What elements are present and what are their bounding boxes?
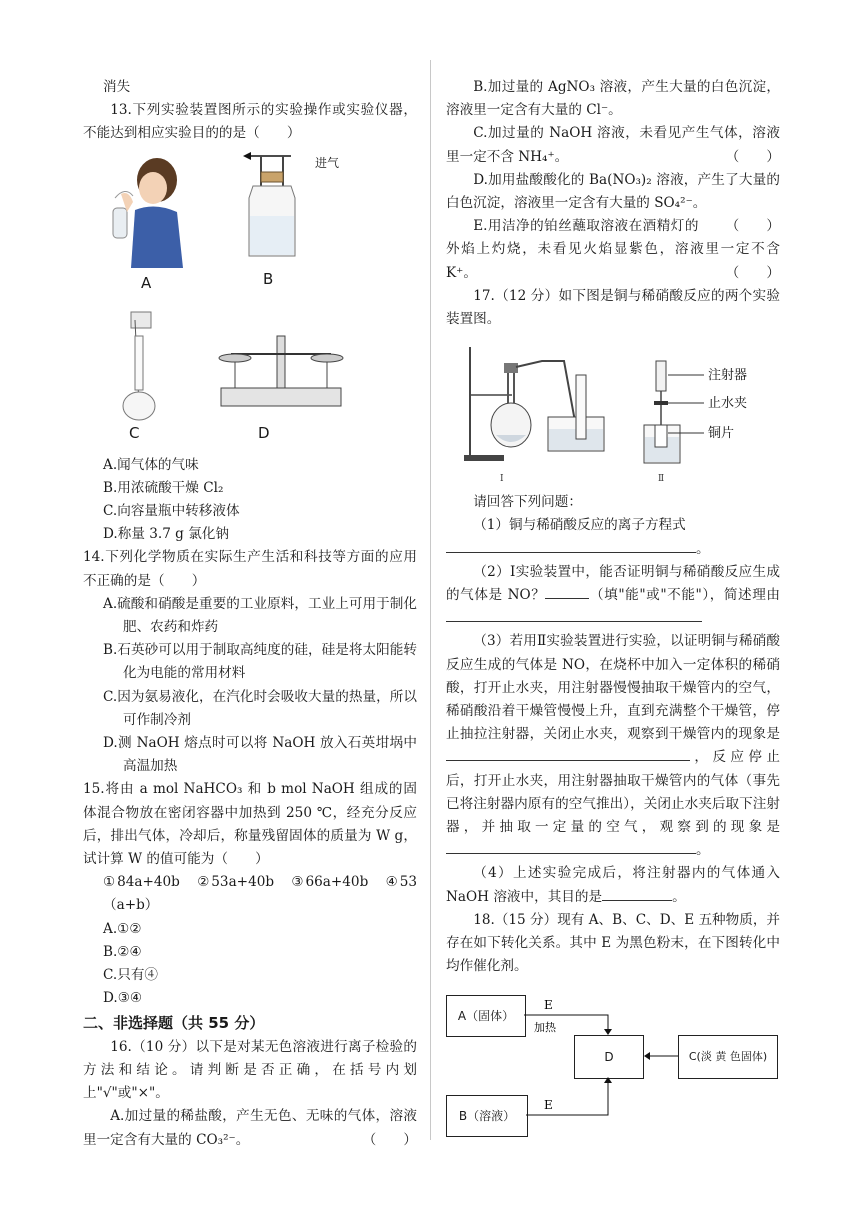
figure-a-label: A	[141, 273, 152, 292]
question-16: 16.（10 分）以下是对某无色溶液进行离子检验的方法和结论。请判断是否正确，在括号内划上"√"或"×"。	[83, 1038, 417, 1102]
q14-option-c: C.因为氨易液化，在汽化时会吸收大量的热量，所以可作制冷剂	[103, 688, 417, 728]
q17-part-4-text: （4）上述实验完成后，将注射器内的气体通入 NaOH 溶液中，其目的是	[446, 865, 780, 905]
copper-sheet-label: 铜片	[708, 426, 735, 442]
q16-item-a	[83, 1105, 417, 1151]
section-heading: 二、非选择题（共 55 分）	[83, 1014, 265, 1033]
answer-paren: （ ）	[725, 264, 780, 281]
figure-b-inlet-text: 进气	[315, 155, 340, 170]
flow-arrows	[446, 985, 780, 1145]
q17-part-3-text-b: 反应停止后，打开止水夹，用注射器抽取干燥管内的气体（事先已将注射器内原有的空气推出），关闭止水夹后取下注射器，并抽取一定量的空气，观察到的现象是	[446, 749, 780, 836]
clamp-label: 止水夹	[708, 396, 748, 412]
q18-flow-diagram	[446, 985, 780, 1145]
q16-item-d	[446, 169, 780, 235]
catalyst-e-top: E	[544, 997, 553, 1012]
apparatus-i-label: Ⅰ	[500, 474, 504, 485]
question-18: 18.（15 分）现有 A、B、C、D、E 五种物质，并存在如下转化关系。其中 E 为黑色粉末，在下图转化中均作催化剂。	[446, 911, 781, 975]
question-13: 13.下列实验装置图所示的实验操作或实验仪器，不能达到相应实验目的的是（ ）	[83, 102, 417, 142]
figure-c-label: C	[129, 423, 140, 442]
q14-option-a: A.硫酸和硝酸是重要的工业原料，工业上可用于制化肥、农药和炸药	[103, 595, 417, 636]
q16-item-b	[446, 76, 780, 122]
apparatus-ii-label: Ⅱ	[658, 474, 665, 485]
q15-option-d: D.③④	[103, 990, 143, 1007]
q15-option-c: C.只有④	[103, 967, 159, 984]
box-c: C(淡 黄 色固体)	[678, 1035, 778, 1079]
syringe-label: 注射器	[708, 368, 748, 384]
question-15: 15.将由 a mol NaHCO₃ 和 b mol NaOH 组成的固体混合物放在密闭容器中加热到 250 ℃，经充分反应后，排出气体，冷却后，称量残留固体的质量为 W g，试计算 W 的值可能为（ ）	[83, 781, 417, 868]
answer-paren: （ ）	[725, 148, 780, 165]
q14-option-d: D.测 NaOH 熔点时可以将 NaOH 放入石英坩埚中高温加热	[103, 735, 417, 775]
q17-part-1	[446, 514, 780, 537]
figure-a-smell-gas	[105, 150, 195, 270]
q13-option-b: B.用浓硫酸干燥 Cl₂	[103, 479, 224, 496]
q17-part-2-text-b: （填"能"或"不能"），简述理由	[589, 587, 780, 604]
q17-part-3: （3）若用Ⅱ实验装置进行实验，以证明铜与稀硝酸反应生成的气体是 NO，在烧杯中加入一定体积的稀硝酸，打开止水夹，用注射器慢慢抽取干燥管内的空气，稀硝酸沿着干燥管慢慢上升，直到充满整个干燥管，停止抽拉注射器，关闭止水夹，观察到干燥管内的现象是，反应停止后，打开止水夹，用注射器抽取干燥管内的气体（事先已将注射器内原有的空气推出），关闭止水夹后取下注射器，并抽取一定量的空气，观察到的现象是。	[446, 633, 780, 859]
heat-label: 加热	[534, 1020, 556, 1034]
figure-b-label: B	[263, 269, 274, 288]
apparatus-diagram	[446, 337, 780, 487]
q17-prompt: 请回答下列问题：	[473, 494, 582, 511]
q17-part-1-text: （1）铜与稀硝酸反应的离子方程式	[473, 517, 686, 534]
q17-part-3-text-a: （3）若用Ⅱ实验装置进行实验，以证明铜与稀硝酸反应生成的气体是 NO，在烧杯中加入一定体积的稀硝酸，打开止水夹，用注射器慢慢抽取干燥管内的空气，稀硝酸沿着干燥管慢慢上升，直到充满整个干燥管，停止抽拉注射器，关闭止水夹，观察到干燥管内的现象是	[446, 633, 780, 743]
q13-option-c: C.向容量瓶中转移液体	[103, 503, 240, 520]
figure-d-label: D	[258, 423, 270, 442]
answer-blank[interactable]	[446, 746, 690, 761]
catalyst-e-bottom: E	[544, 1097, 553, 1112]
column-divider	[430, 60, 431, 1140]
box-d: D	[574, 1035, 644, 1079]
q17-part-2-text-a: （2）Ⅰ实验装置中，能否证明铜与稀硝酸反应生成的气体是 NO？	[446, 563, 780, 604]
right-column	[446, 76, 780, 1145]
q15-option-b: B.②④	[103, 943, 142, 960]
q13-figures	[83, 146, 417, 454]
q16-item-c-text: C.加过量的 NaOH 溶液，未看见产生气体，溶液里一定不含 NH₄⁺。	[446, 125, 780, 165]
answer-paren: （ ）	[725, 218, 780, 235]
text-line: 消失	[103, 79, 131, 95]
left-column	[83, 76, 417, 1152]
q17-part-2	[446, 561, 780, 631]
question-14: 14.下列化学物质在实际生产生活和科技等方面的应用不正确的是（ ）	[83, 549, 417, 589]
q16-item-a-text: A.加过量的稀盐酸，产生无色、无味的气体，溶液里一定含有大量的 CO₃²⁻。	[83, 1108, 417, 1148]
answer-blank[interactable]	[446, 607, 702, 622]
q16-item-b-text: B.加过量的 AgNO₃ 溶液，产生大量的白色沉淀，溶液里一定含有大量的 Cl⁻。	[446, 79, 780, 119]
q17-part-1-answer-line: 。	[446, 538, 780, 561]
q15-option-a: A.①②	[103, 920, 142, 937]
q13-option-d: D.称量 3.7 g 氯化钠	[103, 526, 229, 543]
q15-choices: ①84a+40b ②53a+40b ③66a+40b ④53（a+b）	[103, 874, 417, 914]
question-17: 17.（12 分）如下图是铜与稀硝酸反应的两个实验装置图。	[446, 287, 780, 328]
q13-option-a: A.闻气体的气味	[103, 456, 199, 473]
answer-blank[interactable]	[545, 584, 589, 599]
q17-apparatus-figure	[446, 337, 780, 487]
q16-item-c	[446, 122, 780, 168]
answer-paren: （ ）	[362, 1131, 417, 1148]
q16-item-e-text: E.用洁净的铂丝蘸取溶液在酒精灯的外焰上灼烧，未看见火焰显紫色，溶液里一定不含 K⁺。	[446, 218, 780, 281]
figure-c-flask	[105, 306, 175, 426]
answer-blank[interactable]	[446, 538, 696, 553]
figure-d-balance	[211, 328, 351, 418]
box-a: A（固体）	[446, 995, 526, 1037]
box-b: B（溶液）	[446, 1095, 528, 1137]
answer-blank[interactable]	[602, 886, 672, 901]
figure-b-gas-bottle	[231, 146, 311, 266]
answer-blank[interactable]	[446, 839, 696, 854]
q16-item-d-text: D.加用盐酸酸化的 Ba(NO₃)₂ 溶液，产生了大量的白色沉淀，溶液里一定含有大量的 SO₄²⁻。	[446, 171, 780, 212]
q14-option-b: B.石英砂可以用于制取高纯度的硅，硅是将太阳能转化为电能的常用材料	[103, 642, 417, 682]
q17-part-4: （4）上述实验完成后，将注射器内的气体通入 NaOH 溶液中，其目的是 。	[446, 865, 780, 905]
